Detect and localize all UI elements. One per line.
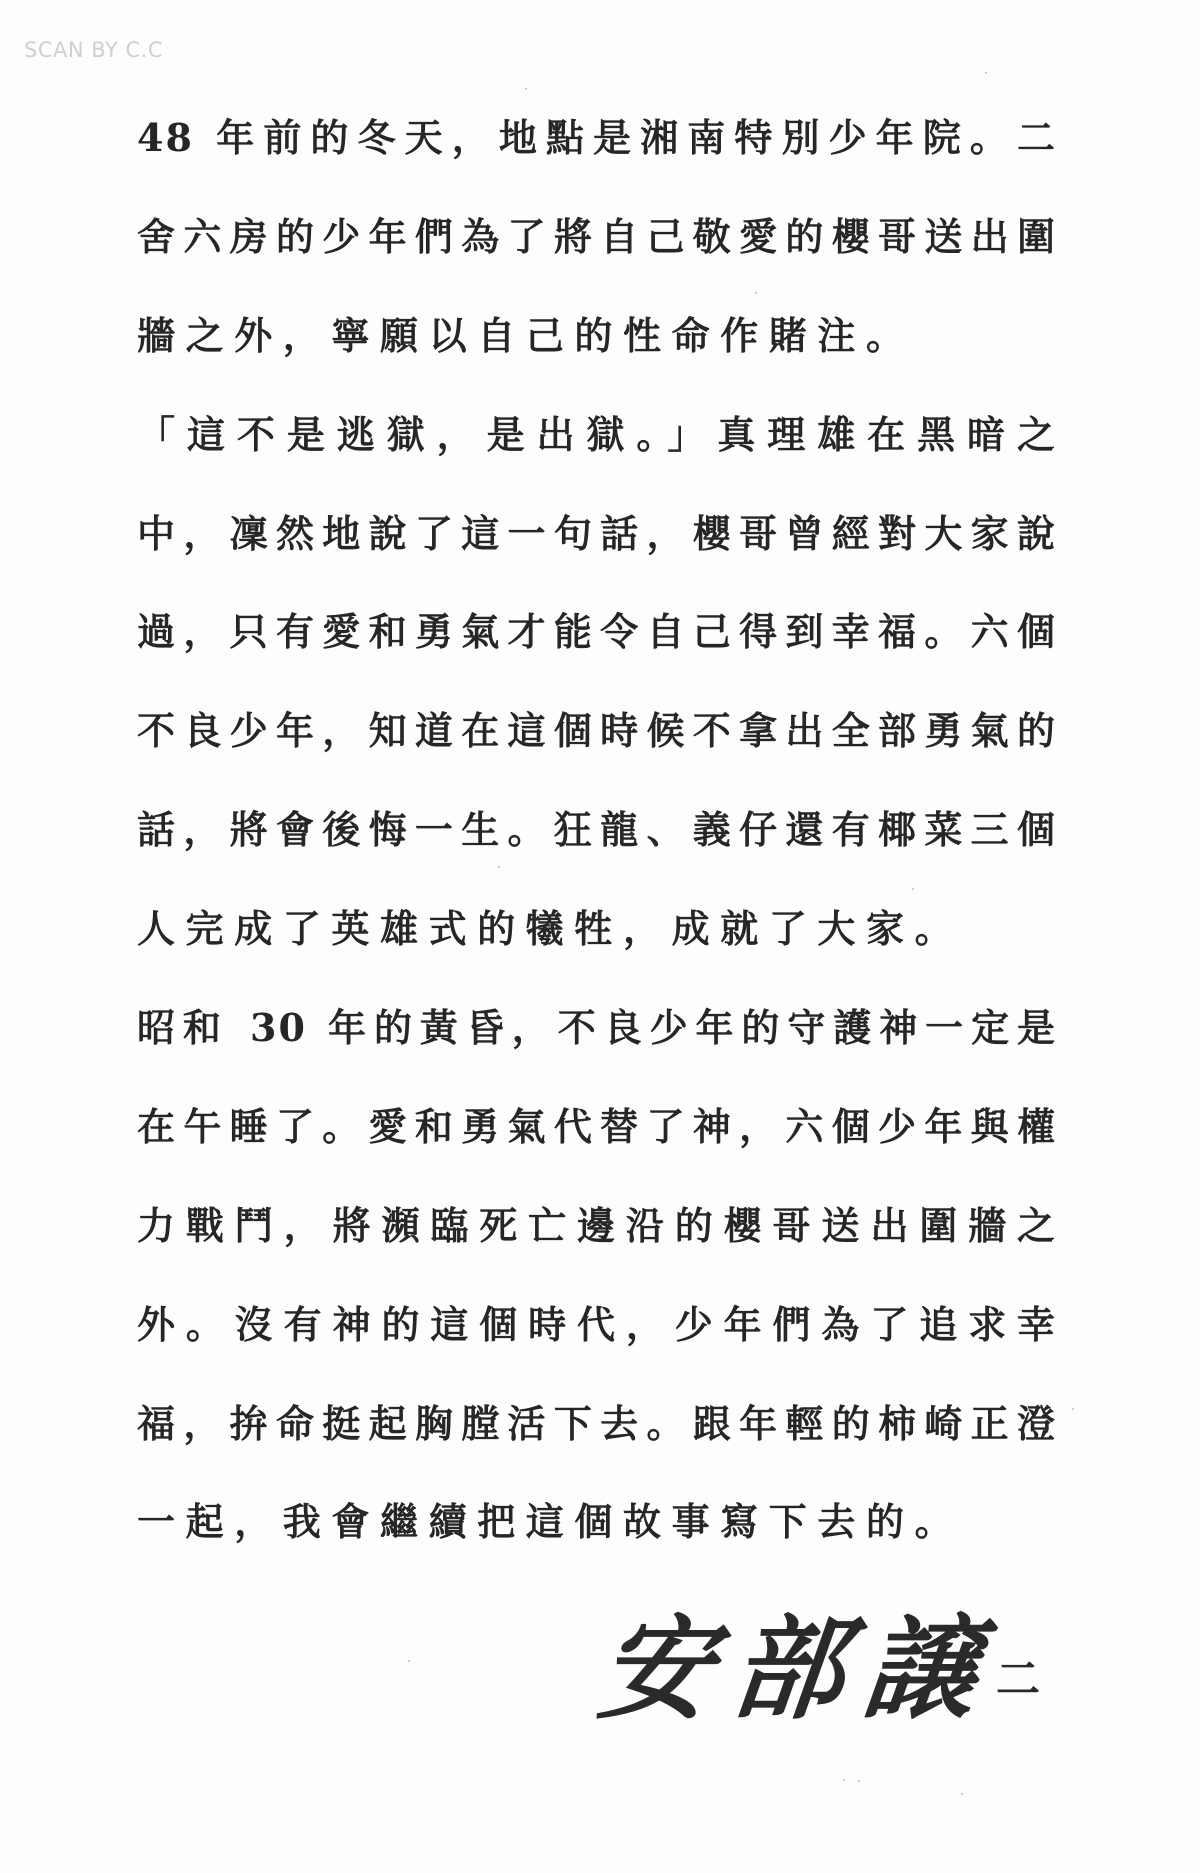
scan-speck (858, 1780, 860, 1782)
scan-speck (961, 1793, 963, 1795)
signature-char: 部 (725, 1604, 851, 1735)
text-line: 牆之外，寧願以自己的性命作賭注。 (137, 312, 915, 358)
signature-char: 二 (996, 1654, 1040, 1705)
text-line: 話，將會後悔一生。狂龍、義仔還有椰菜三個 (137, 807, 1057, 853)
author-signature (593, 1590, 1040, 1750)
text-line: 不良少年，知道在這個時候不拿出全部勇氣的 (137, 708, 1057, 754)
scan-speck (755, 292, 757, 294)
afterword-body (137, 113, 1057, 1596)
text-line: 「這不是逃獄，是出獄。」真理雄在黑暗之 (137, 411, 1057, 457)
scan-watermark: SCAN BY C.C (24, 38, 164, 62)
text-line: 一起，我會繼續把這個故事寫下去的。 (137, 1499, 964, 1545)
scan-speck (525, 88, 527, 90)
scan-speck (498, 866, 500, 868)
scan-speck (843, 1779, 845, 1781)
text-line: 舍六房的少年們為了將自己敬愛的櫻哥送出圍 (137, 213, 1057, 259)
text-line: 力戰鬥，將瀕臨死亡邊沿的櫻哥送出圍牆之 (137, 1202, 1057, 1248)
text-line: 中，凜然地說了這一句話，櫻哥曾經對大家說 (137, 510, 1057, 556)
text-line: 48 年前的冬天，地點是湘南特別少年院。二 (137, 115, 1057, 160)
signature-char: 安 (593, 1604, 719, 1735)
text-line: 外。沒有神的這個時代，少年們為了追求幸 (137, 1301, 1057, 1347)
text-line: 昭和 30 年的黃昏，不良少年的守護神一定是 (137, 1005, 1057, 1051)
text-line: 福，拚命挺起胸膛活下去。跟年輕的柿崎正澄 (137, 1400, 1057, 1446)
scan-speck (408, 1660, 410, 1662)
signature-char: 譲 (857, 1604, 983, 1735)
scan-speck (912, 888, 914, 890)
text-line: 在午睡了。愛和勇氣代替了神，六個少年與權 (137, 1103, 1057, 1149)
text-line: 人完成了英雄式的犧牲，成就了大家。 (137, 906, 964, 952)
scan-speck (1072, 1408, 1074, 1410)
scan-speck (985, 72, 987, 74)
text-line: 過，只有愛和勇氣才能令自己得到幸福。六個 (137, 609, 1057, 655)
